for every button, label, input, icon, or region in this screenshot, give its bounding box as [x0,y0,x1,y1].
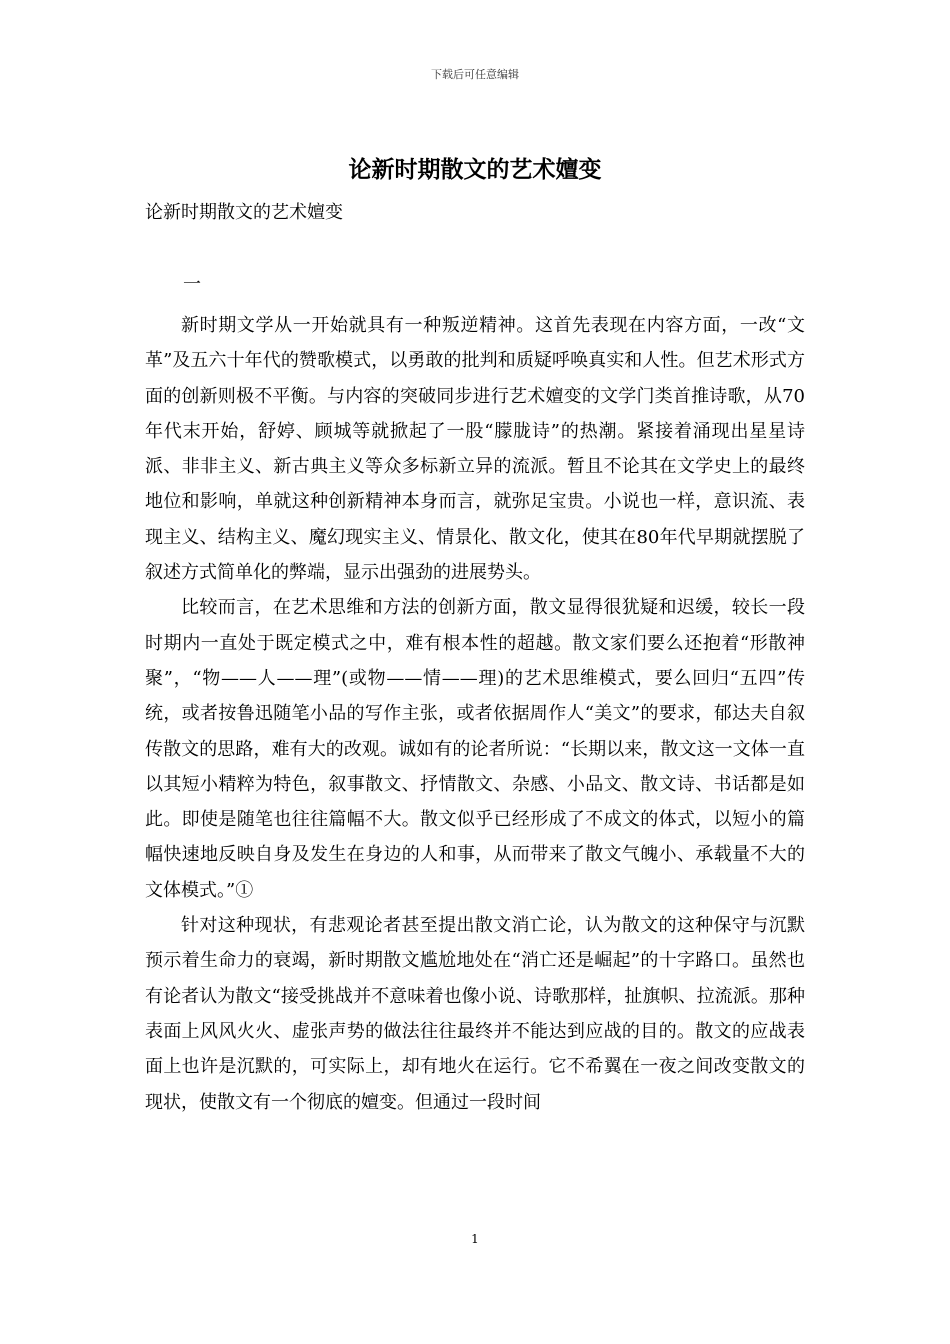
body-text [145,308,805,1120]
paragraph: 新时期文学从一开始就具有一种叛逆精神。这首先表现在内容方面，一改“文革”及五六十年代的赞歌模式，以勇敢的批判和质疑呼唤真实和人性。但艺术形式方面的创新则极不平衡。与内容的突破同步进行艺术嬗变的文学门类首推诗歌，从70年代末开始，舒婷、顾城等就掀起了一股“朦胧诗”的热潮。紧接着涌现出星星诗派、非非主义、新古典主义等众多标新立异的流派。暂且不论其在文学史上的最终地位和影响，单就这种创新精神本身而言，就弥足宝贵。小说也一样，意识流、表现主义、结构主义、魔幻现实主义、情景化、散文化，使其在80年代早期就摆脱了叙述方式简单化的弊端，显示出强劲的进展势头。 [145,315,805,584]
page-number: 1 [471,1232,479,1246]
section-number: 一 [183,274,201,295]
paragraph: 针对这种现状，有悲观论者甚至提出散文消亡论，认为散文的这种保守与沉默预示着生命力的衰竭，新时期散文尴尬地处在“消亡还是崛起”的十字路口。虽然也有论者认为散文“接受挑战并不意味着也像小说、诗歌那样，扯旗帜、拉流派。那种表面上风风火火、虚张声势的做法往往最终并不能达到应战的目的。散文的应战表面上也许是沉默的，可实际上，却有地火在运行。它不希翼在一夜之间改变散文的现状，使散文有一个彻底的嬗变。但通过一段时间 [145,915,805,1113]
document-subtitle: 论新时期散文的艺术嬗变 [145,202,343,223]
paragraph: 比较而言，在艺术思维和方法的创新方面，散文显得很犹疑和迟缓，较长一段时期内一直处于既定模式之中，难有根本性的超越。散文家们要么还抱着“形散神聚”，“物——人——理”(或物——情——理)的艺术思维模式，要么回归“五四”传统，或者按鲁迅随笔小品的写作主张，或者依据周作人“美文”的要求，郁达夫自叙传散文的思路，难有大的改观。诚如有的论者所说：“长期以来，散文这一文体一直以其短小精粹为特色，叙事散文、抒情散文、杂感、小品文、散文诗、书话都是如此。即使是随笔也往往篇幅不大。散文似乎已经形成了不成文的体式，以短小的篇幅快速地反映自身及发生在身边的人和事，从而带来了散文气魄小、承载量不大的文体模式。”① [145,597,805,901]
document-title: 论新时期散文的艺术嬗变 [348,156,602,183]
page-header-note: 下载后可任意编辑 [431,68,519,81]
